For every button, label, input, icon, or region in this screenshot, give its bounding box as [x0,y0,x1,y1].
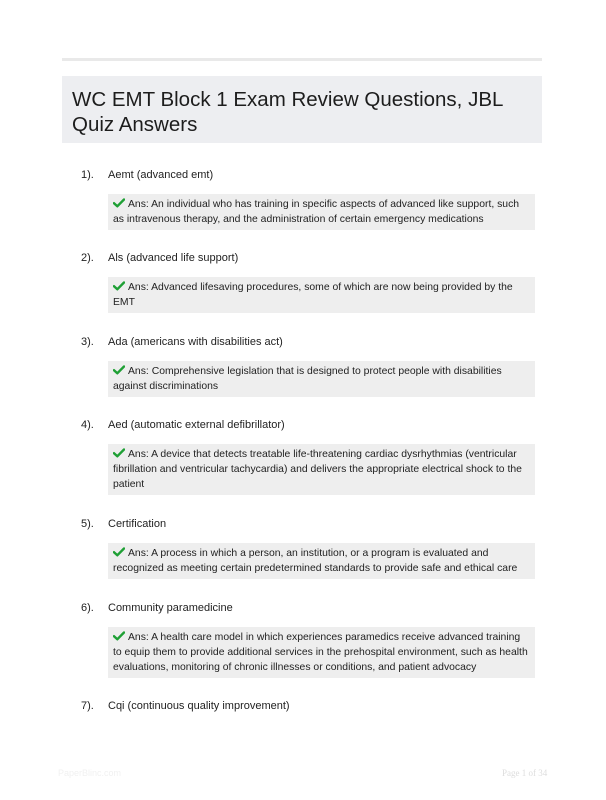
answer-text: A process in which a person, an institution, or a program is evaluated and recognized as meeting certain predetermined standards to provide safe and ethical care [113,548,518,574]
answer-box [108,194,535,230]
answer-prefix: Ans: [128,199,149,210]
answer-box [108,627,535,678]
answer-box [108,277,535,313]
answer-prefix: Ans: [128,366,149,377]
question-text: Certification [108,518,167,530]
answer-text: Comprehensive legislation that is designed to protect people with disabilities against discriminations [113,366,502,392]
answer-text: An individual who has training in specific aspects of advanced like support, such as intravenous therapy, and the administration of certain emergency medications [113,199,520,225]
top-divider [62,58,542,61]
question-number: 2). [81,252,94,264]
check-icon [113,448,125,458]
check-icon [113,631,125,641]
answer-text: A device that detects treatable life-threatening cardiac dysrhythmias (ventricular fibrillation and ventricular tachycardia) and delivers the appropriate electrical shock to the patient [113,449,522,490]
question-number: 6). [81,602,94,614]
check-icon [113,198,125,208]
question-text: Ada (americans with disabilities act) [108,336,283,348]
check-icon [113,547,125,557]
check-icon [113,281,125,291]
question-number: 1). [81,169,94,181]
question-text: Community paramedicine [108,602,233,614]
answer-box [108,361,535,397]
question-number: 5). [81,518,94,530]
page-number: Page 1 of 34 [502,768,548,778]
answer-prefix: Ans: [128,282,149,293]
question-text: Aed (automatic external defibrillator) [108,419,285,431]
question-text: Als (advanced life support) [108,252,239,264]
title-banner [62,76,542,143]
footer-watermark: PaperBlinc.com [58,768,122,778]
answer-prefix: Ans: [128,632,149,643]
question-number: 4). [81,419,94,431]
question-text: Cqi (continuous quality improvement) [108,700,290,712]
check-icon [113,365,125,375]
answer-prefix: Ans: [128,548,149,559]
question-number: 7). [81,700,94,712]
answer-text: Advanced lifesaving procedures, some of which are now being provided by the EMT [113,282,513,308]
answer-box [108,444,535,495]
page-title: WC EMT Block 1 Exam Review Questions, JBL Quiz Answers [72,88,503,136]
question-number: 3). [81,336,94,348]
answer-text: A health care model in which experiences paramedics receive advanced training to equip them to provide additional services in the prehospital environment, such as health evaluations, monitoring of chronic illnesses or conditions, and patient advocacy [113,632,528,673]
answer-box [108,543,535,579]
question-text: Aemt (advanced emt) [108,169,214,181]
answer-prefix: Ans: [128,449,149,460]
